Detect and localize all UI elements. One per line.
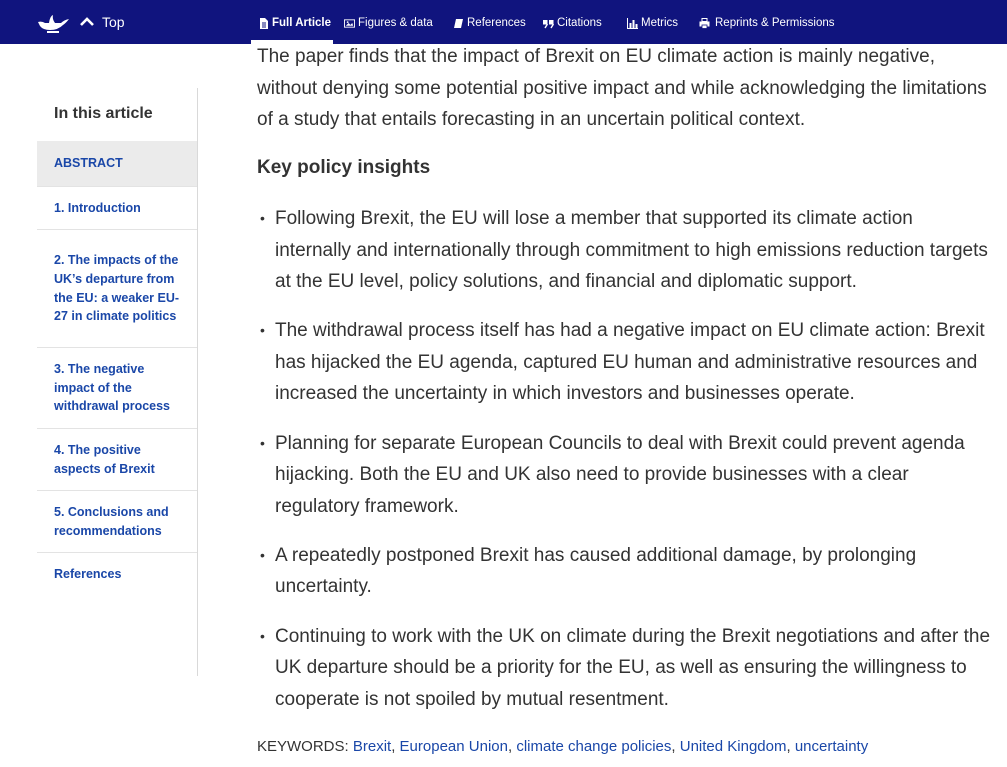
tab-label: References (467, 17, 526, 29)
bullet-dot-icon: • (260, 210, 265, 226)
document-icon (258, 18, 269, 29)
list-item (257, 428, 992, 523)
lamp-logo-icon[interactable] (36, 12, 70, 34)
toc-item-label: 3. The negative impact of the withdrawal process (54, 362, 171, 414)
tab-metrics[interactable] (627, 17, 678, 29)
tab-label: Full Article (272, 17, 331, 29)
toc-item-introduction[interactable] (37, 187, 197, 230)
list-item-text: A repeatedly postponed Brexit has caused additional damage, by prolonging uncertainty. (275, 544, 917, 598)
back-to-top-link[interactable] (80, 14, 125, 30)
list-item (257, 540, 992, 603)
list-item-text: The withdrawal process itself has had a negative impact on EU climate action: Brexit has hijacked the EU agenda, captured EU human and administrative resources and increased the uncertainty in which investors and businesses operate. (275, 320, 985, 405)
tab-label: Figures & data (358, 17, 433, 29)
toc-item-negative-impact[interactable] (37, 348, 197, 429)
image-icon (344, 18, 355, 29)
list-item (257, 315, 992, 410)
keyword-link-european-union[interactable]: European Union (399, 738, 508, 755)
tab-references[interactable] (453, 17, 526, 29)
key-insights-list (257, 203, 992, 733)
keyword-link-uncertainty[interactable]: uncertainty (794, 738, 869, 755)
keyword-link-climate-change-policies[interactable]: climate change policies (516, 738, 672, 755)
tab-figures-data[interactable] (344, 17, 433, 29)
keywords-line: KEYWORDS: Brexit, European Union, climate change policies, United Kingdom, uncertainty (257, 738, 869, 755)
bar-chart-icon (627, 18, 638, 29)
keyword-link-brexit[interactable]: Brexit (352, 738, 392, 755)
tab-label: Metrics (641, 17, 679, 29)
tab-full-article[interactable] (258, 17, 331, 29)
top-navigation-bar (0, 0, 1007, 44)
keywords-label: KEYWORDS: (257, 738, 349, 755)
toc-item-label: 5. Conclusions and recommendations (54, 504, 169, 538)
bullet-dot-icon: • (260, 627, 265, 644)
article-toc-sidebar (37, 88, 198, 676)
toc-list (37, 141, 197, 596)
list-item-text: Continuing to work with the UK on climate during the Brexit negotiations and after the UK departure should be a priority for the EU, as well as ensuring the willingness to cooperate is not spoiled by mutual resentment. (275, 625, 991, 710)
toc-item-label: ABSTRACT (54, 156, 123, 171)
top-label: Top (102, 14, 125, 30)
toc-item-abstract[interactable] (37, 141, 197, 187)
quote-icon (543, 18, 554, 29)
toc-item-label: References (54, 567, 122, 582)
tab-reprints-permissions[interactable] (699, 17, 835, 29)
toc-item-conclusions[interactable] (37, 491, 197, 553)
chevron-up-icon (80, 17, 94, 27)
list-item (257, 621, 992, 716)
abstract-paragraph: The paper finds that the impact of Brexit on EU climate action is mainly negative, without denying some potential positive impact and while acknowledging the limitations of a study that entails forecasting in an uncertain political context. (257, 46, 987, 131)
tab-label: Citations (557, 17, 602, 29)
bullet-dot-icon: • (260, 434, 265, 451)
toc-item-positive-aspects[interactable] (37, 429, 197, 491)
sidebar-title: In this article (54, 105, 153, 122)
list-item-text: Planning for separate European Councils to deal with Brexit could prevent agenda hijacking. Both the EU and UK also need to provide businesses with a clear regulatory framework. (275, 432, 965, 517)
toc-item-label: 1. Introduction (54, 200, 141, 215)
bullet-dot-icon: • (260, 322, 265, 339)
toc-item-references[interactable] (37, 553, 197, 596)
tab-label: Reprints & Permissions (715, 17, 835, 29)
article-body (257, 44, 992, 755)
print-icon (699, 18, 710, 29)
tab-citations[interactable] (543, 17, 602, 29)
keyword-link-united-kingdom[interactable]: United Kingdom (679, 738, 787, 755)
book-icon (453, 18, 464, 29)
bullet-dot-icon: • (260, 546, 265, 563)
list-item-text: Following Brexit, the EU will lose a member that supported its climate action internally and internationally through commitment to high emissions reduction targets at the EU level, policy solutions, and financial and diplomatic support. (275, 208, 988, 293)
key-insights-heading: Key policy insights (257, 157, 431, 178)
toc-item-impacts[interactable] (37, 230, 197, 348)
toc-item-label: 2. The impacts of the UK’s departure from the EU: a weaker EU-27 in climate politics (54, 253, 180, 324)
list-item (257, 203, 992, 298)
toc-item-label: 4. The positive aspects of Brexit (54, 442, 155, 476)
